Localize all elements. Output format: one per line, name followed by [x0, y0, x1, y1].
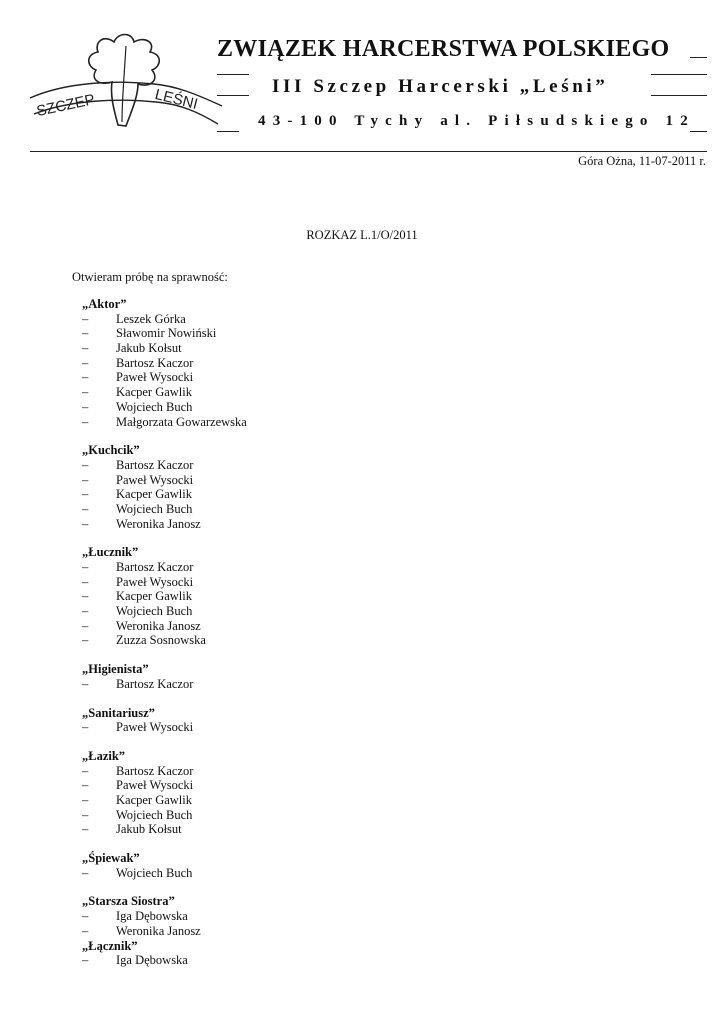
badge-group	[0, 297, 724, 429]
badge-title: „Łucznik”	[82, 545, 139, 560]
badge-title: „Sanitariusz”	[82, 705, 155, 720]
person-name: Weronika Janosz	[116, 516, 201, 531]
bullet-dash: –	[82, 574, 89, 589]
header-rule	[217, 95, 249, 96]
person-name: Zuzza Sosnowska	[116, 633, 206, 648]
list-item	[0, 341, 724, 356]
list-item	[0, 575, 724, 590]
bullet-dash: –	[82, 472, 89, 487]
bullet-dash: –	[82, 676, 89, 691]
bullet-dash: –	[82, 923, 89, 938]
bullet-dash: –	[82, 516, 89, 531]
person-name: Weronika Janosz	[116, 618, 201, 633]
list-item	[0, 677, 724, 692]
badge-group	[0, 443, 724, 531]
list-item	[0, 822, 724, 837]
list-item	[0, 720, 724, 735]
header-rule	[690, 131, 707, 132]
person-name: Sławomir Nowiński	[116, 326, 217, 341]
bullet-dash: –	[82, 355, 89, 370]
bullet-dash: –	[82, 807, 89, 822]
list-item	[0, 415, 724, 430]
badge-group	[0, 939, 724, 968]
bullet-dash: –	[82, 822, 89, 837]
bullet-dash: –	[82, 778, 89, 793]
bullet-dash: –	[82, 763, 89, 778]
bullet-dash: –	[82, 618, 89, 633]
badge-group	[0, 662, 724, 691]
person-name: Bartosz Kaczor	[116, 676, 194, 691]
order-number: ROZKAZ L.1/O/2011	[306, 228, 418, 242]
badge-group	[0, 851, 724, 880]
bullet-dash: –	[82, 326, 89, 341]
badge-title: „Higienista”	[82, 662, 149, 677]
organization-name: ZWIĄZEK HARCERSTWA POLSKIEGO	[217, 36, 670, 62]
person-name: Wojciech Buch	[116, 501, 193, 516]
person-name: Kacper Gawlik	[116, 487, 193, 502]
badge-group	[0, 545, 724, 648]
list-item	[0, 326, 724, 341]
list-item	[0, 473, 724, 488]
bullet-dash: –	[82, 589, 89, 604]
list-item	[0, 808, 724, 823]
bullet-dash: –	[82, 953, 89, 968]
person-name: Weronika Janosz	[116, 923, 201, 938]
list-item	[0, 487, 724, 502]
person-name: Paweł Wysocki	[116, 778, 194, 793]
list-item	[0, 502, 724, 517]
person-name: Bartosz Kaczor	[116, 355, 194, 370]
badge-list	[0, 297, 724, 982]
list-item	[0, 589, 724, 604]
header-rule	[651, 74, 707, 75]
person-name: Jakub Kołsut	[116, 341, 182, 356]
person-name: Iga Dębowska	[116, 953, 188, 968]
badge-title: „Starsza Siostra”	[82, 894, 175, 909]
logo-text-left: SZCZEP	[34, 91, 97, 121]
list-item	[0, 370, 724, 385]
troop-name: III Szczep Harcerski „Leśni”	[272, 76, 609, 97]
bullet-dash: –	[82, 370, 89, 385]
intro-text: Otwieram próbę na sprawność:	[72, 270, 228, 284]
header-rule	[217, 74, 249, 75]
list-item	[0, 312, 724, 327]
list-item	[0, 793, 724, 808]
person-name: Wojciech Buch	[116, 399, 193, 414]
badge-title: „Łazik”	[82, 748, 126, 763]
list-item	[0, 560, 724, 575]
person-name: Wojciech Buch	[116, 807, 193, 822]
list-item	[0, 778, 724, 793]
person-name: Paweł Wysocki	[116, 574, 194, 589]
list-item	[0, 400, 724, 415]
bullet-dash: –	[82, 909, 89, 924]
person-name: Bartosz Kaczor	[116, 763, 194, 778]
bullet-dash: –	[82, 341, 89, 356]
list-item	[0, 619, 724, 634]
person-name: Leszek Górka	[116, 311, 186, 326]
list-item	[0, 458, 724, 473]
bullet-dash: –	[82, 311, 89, 326]
bullet-dash: –	[82, 457, 89, 472]
bullet-dash: –	[82, 501, 89, 516]
person-name: Bartosz Kaczor	[116, 457, 194, 472]
bullet-dash: –	[82, 604, 89, 619]
badge-title: „Łącznik”	[82, 938, 138, 953]
place-date: Góra Ożna, 11-07-2011 r.	[578, 154, 706, 168]
list-item	[0, 764, 724, 779]
badge-title: „Kuchcik”	[82, 443, 140, 458]
person-name: Jakub Kołsut	[116, 822, 182, 837]
header-rule	[651, 95, 707, 96]
list-item	[0, 604, 724, 619]
bullet-dash: –	[82, 633, 89, 648]
person-name: Kacper Gawlik	[116, 589, 193, 604]
header-rule	[690, 57, 707, 58]
badge-group	[0, 749, 724, 837]
list-item	[0, 356, 724, 371]
bullet-dash: –	[82, 865, 89, 880]
person-name: Wojciech Buch	[116, 865, 193, 880]
bullet-dash: –	[82, 399, 89, 414]
badge-group	[0, 706, 724, 735]
person-name: Iga Dębowska	[116, 909, 188, 924]
bullet-dash: –	[82, 414, 89, 429]
list-item	[0, 953, 724, 968]
badge-title: „Śpiewak”	[82, 851, 140, 866]
list-item	[0, 924, 724, 939]
address: 43-100 Tychy al. Piłsudskiego 12	[258, 113, 695, 129]
person-name: Małgorzata Gowarzewska	[116, 414, 247, 429]
person-name: Paweł Wysocki	[116, 720, 194, 735]
oak-leaf-logo	[26, 30, 226, 130]
bullet-dash: –	[82, 793, 89, 808]
badge-title: „Aktor”	[82, 297, 127, 311]
badge-group	[0, 894, 724, 938]
person-name: Kacper Gawlik	[116, 385, 193, 400]
logo-text-right: LEŚNI	[153, 86, 200, 113]
person-name: Wojciech Buch	[116, 604, 193, 619]
person-name: Bartosz Kaczor	[116, 560, 194, 575]
list-item	[0, 633, 724, 648]
person-name: Paweł Wysocki	[116, 472, 194, 487]
bullet-dash: –	[82, 720, 89, 735]
list-item	[0, 385, 724, 400]
list-item	[0, 866, 724, 881]
header-rule	[30, 151, 707, 152]
bullet-dash: –	[82, 487, 89, 502]
list-item	[0, 517, 724, 532]
list-item	[0, 909, 724, 924]
person-name: Paweł Wysocki	[116, 370, 194, 385]
bullet-dash: –	[82, 560, 89, 575]
bullet-dash: –	[82, 385, 89, 400]
person-name: Kacper Gawlik	[116, 793, 193, 808]
header-rule	[217, 131, 239, 132]
